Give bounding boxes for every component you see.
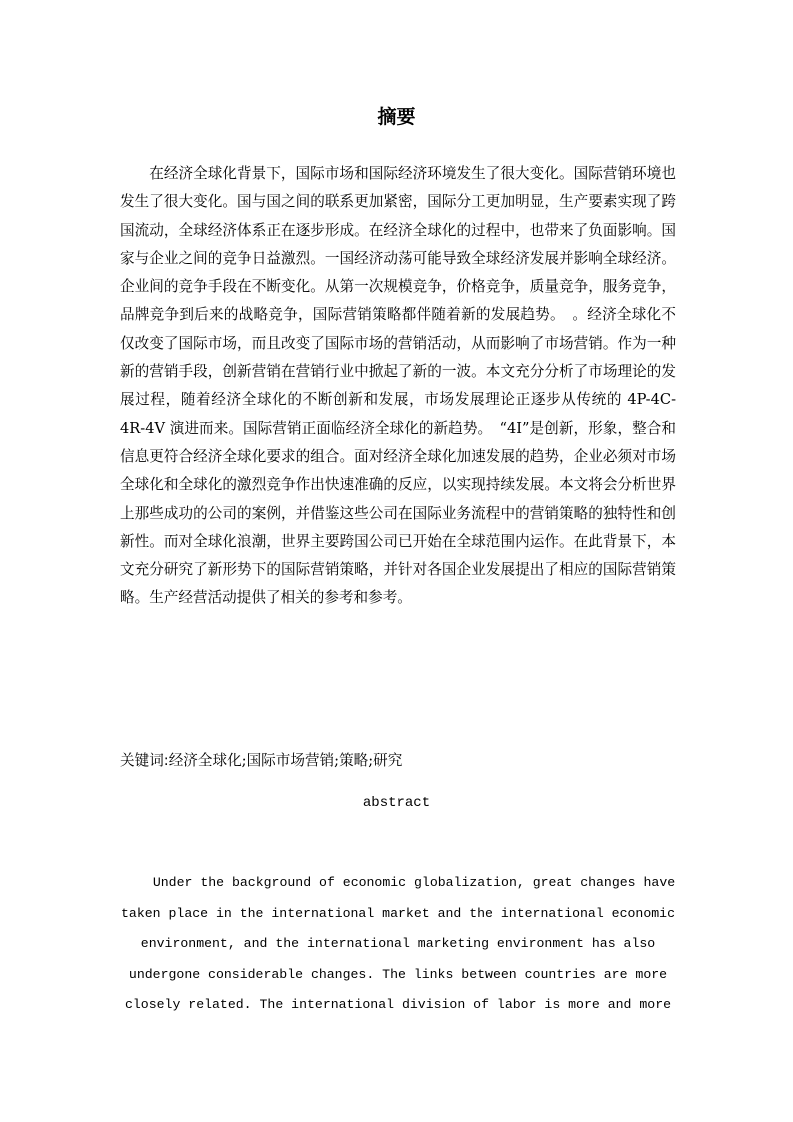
keywords-label: 关键词: (120, 752, 169, 769)
chinese-abstract-paragraph: 在经济全球化背景下，国际市场和国际经济环境发生了很大变化。国际营销环境也发生了很大变化。国与国之间的联系更加紧密，国际分工更加明显，生产要素实现了跨国流动，全球经济体系正在逐步形成。在经济全球化的过程中，也带来了负面影响。国家与企业之间的竞争日益激烈。一国经济动荡可能导致全球经济发展并影响全球经济。企业间的竞争手段在不断变化。从第一次规模竞争，价格竞争，质量竞争，服务竞争，品牌竞争到后来的战略竞争，国际营销策略都伴随着新的发展趋势。 。经济全球化不仅改变了国际市场，而且改变了国际市场的营销活动，从而影响了市场营销。作为一种新的营销手段，创新营销在营销行业中掀起了新的一波。本文充分分析了市场理论的发展过程，随着经济全球化的不断创新和发展，市场发展理论正逐步从传统的 4P-4C-4R-4V 演进而来。国际营销正面临经济全球化的新趋势。 “4I”是创新，形象，整合和信息更符合经济全球化要求的组合。面对经济全球化加速发展的趋势，企业必须对市场全球化和全球化的激烈竞争作出快速准确的反应，以实现持续发展。本文将会分析世界上那些成功的公司的案例，并借鉴这些公司在国际业务流程中的营销策略的独特性和创新性。而对全球化浪潮，世界主要跨国公司已开始在全球范围内运作。在此背景下，本文充分研究了新形势下的国际营销策略，并针对各国企业发展提出了相应的国际营销策略。生产经营活动提供了相关的参考和参考。 (120, 165, 676, 607)
keywords-value: 经济全球化;国际市场营销;策略;研究 (168, 752, 403, 769)
keywords-line (120, 750, 680, 772)
english-abstract-paragraph: Under the background of economic globalization, great changes have taken place in the international market and the international economic environment, and the international marketing environment has also undergone considerable changes. The links between countries are more closely related. The international division of labor is more and more (121, 875, 676, 1012)
abstract-heading: abstract (362, 795, 431, 811)
page-title: 摘要 (377, 106, 416, 128)
